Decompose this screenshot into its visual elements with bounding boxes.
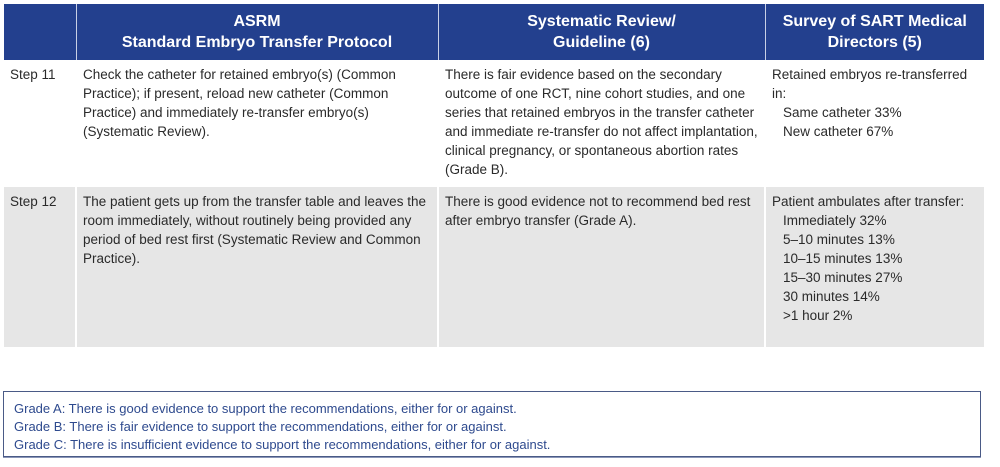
header-review-line2: Guideline (6): [553, 34, 650, 51]
protocol-cell: The patient gets up from the transfer table and leaves the room immediately, without routinely being provided any period of bed rest first (Systematic Review and Common Practice).: [76, 187, 438, 347]
header-review-line1: Systematic Review/: [527, 13, 676, 30]
step-label: Step 11: [4, 60, 76, 187]
header-asrm-line2: Standard Embryo Transfer Protocol: [121, 34, 393, 51]
survey-item: Same catheter 33%: [783, 105, 902, 120]
header-survey-line2: Directors (5): [827, 34, 922, 51]
table-row-step-12: [4, 187, 984, 347]
survey-intro: Patient ambulates after transfer:: [772, 194, 965, 209]
header-row: [4, 4, 984, 60]
survey-cell: [765, 187, 984, 347]
step-label: Step 12: [4, 187, 76, 347]
table-row-step-11: [4, 60, 984, 187]
header-systematic-review: [438, 4, 765, 60]
survey-item: New catheter 67%: [783, 124, 894, 139]
survey-item: Immediately 32%: [783, 213, 887, 228]
survey-item: 15–30 minutes 27%: [783, 270, 903, 285]
survey-intro: Retained embryos re-transferred in:: [772, 67, 968, 101]
grade-c-definition: Grade C: There is insufficient evidence to support the recommendations, either for or against.: [14, 437, 551, 452]
protocol-table: [4, 4, 984, 347]
header-sart-survey: [765, 4, 984, 60]
survey-item: >1 hour 2%: [783, 308, 853, 323]
survey-cell: [765, 60, 984, 187]
survey-item: 10–15 minutes 13%: [783, 251, 903, 266]
grade-b-definition: Grade B: There is fair evidence to support the recommendations, either for or against.: [14, 419, 507, 434]
protocol-cell: Check the catheter for retained embryo(s) (Common Practice); if present, reload new catheter (Common Practice) and immediately re-transfer embryo(s) (Systematic Review).: [76, 60, 438, 187]
grade-a-definition: Grade A: There is good evidence to support the recommendations, either for or against.: [14, 401, 517, 416]
grade-legend: [3, 391, 981, 457]
survey-item: 30 minutes 14%: [783, 289, 880, 304]
header-asrm-protocol: [76, 4, 438, 60]
header-asrm-line1: ASRM: [233, 13, 281, 30]
header-step: [4, 4, 76, 60]
header-survey-line1: Survey of SART Medical: [782, 13, 967, 30]
review-cell: There is good evidence not to recommend bed rest after embryo transfer (Grade A).: [438, 187, 765, 347]
survey-item: 5–10 minutes 13%: [783, 232, 895, 247]
review-cell: There is fair evidence based on the secondary outcome of one RCT, nine cohort studies, and one series that retained embryos in the transfer catheter and immediate re-transfer do not affect implantation, clinical pregnancy, or spontaneous abortion rates (Grade B).: [438, 60, 765, 187]
